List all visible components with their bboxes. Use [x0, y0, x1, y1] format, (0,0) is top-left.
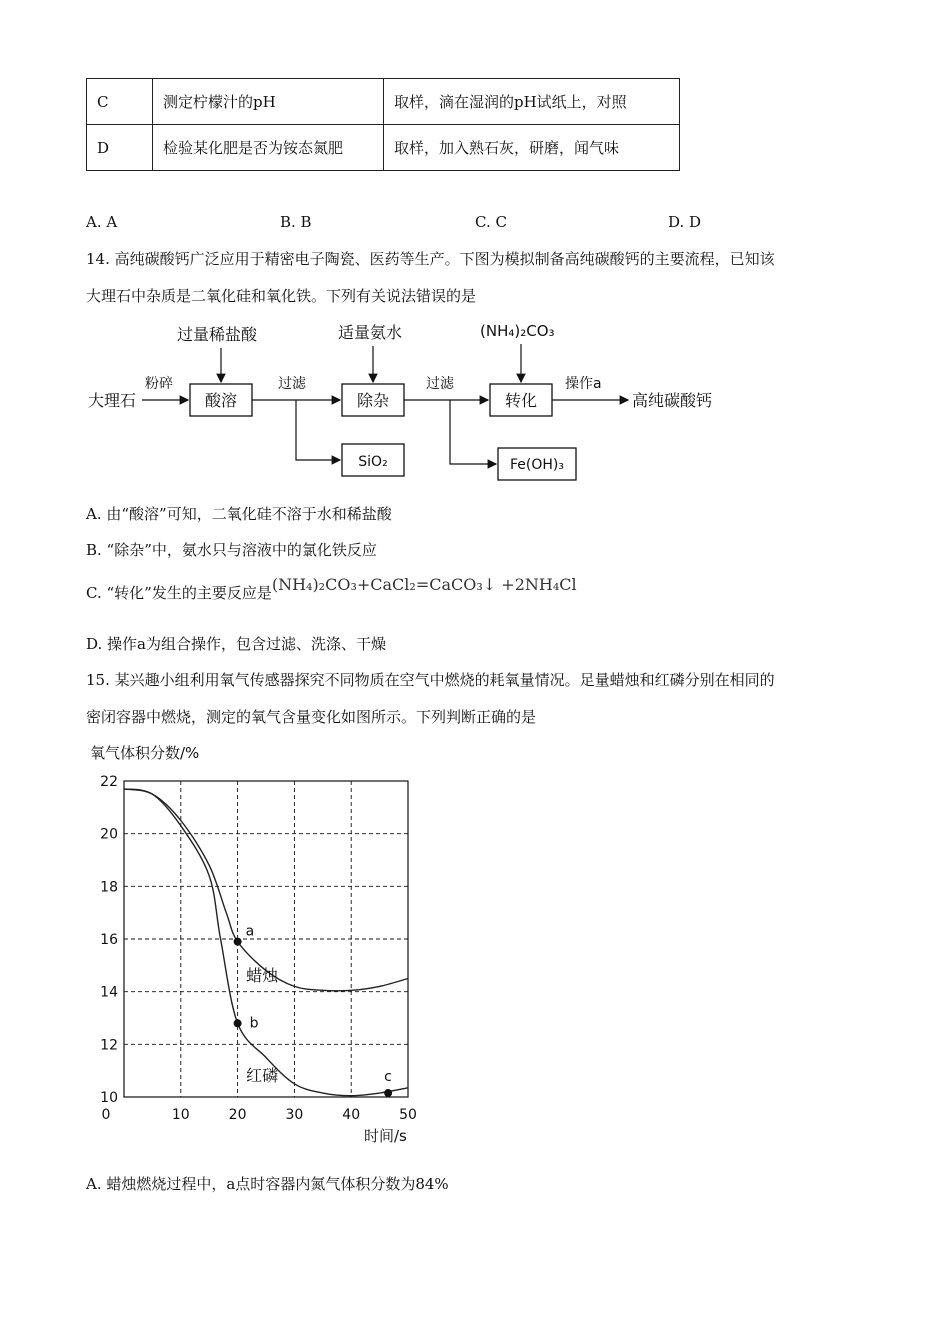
- q14-option-c[interactable]: [86, 575, 577, 603]
- flow-nh4co3-input: (NH₄)₂CO₃: [480, 322, 555, 340]
- flow-acid-input: 过量稀盐酸: [177, 325, 258, 344]
- x-tick-label: 20: [228, 1107, 247, 1123]
- chart-grid: [124, 781, 408, 1097]
- choice-b[interactable]: B. B: [280, 213, 312, 231]
- q15-stem-line2: 密闭容器中燃烧，测定的氧气含量变化如图所示。下列判断正确的是: [86, 708, 537, 726]
- flowchart: [80, 316, 780, 486]
- x-tick-label: 50: [399, 1107, 417, 1123]
- y-tick-label: 18: [100, 879, 118, 896]
- row-method: 取样，滴在湿润的pH试纸上，对照: [384, 79, 680, 125]
- choice-d[interactable]: D. D: [668, 213, 702, 231]
- point-label-a: a: [245, 923, 255, 940]
- q14-stem-line2: 大理石中杂质是二氧化硅和氧化铁。下列有关说法错误的是: [86, 287, 477, 305]
- oxygen-chart: [86, 738, 446, 1148]
- q14-option-d[interactable]: D. 操作a为组合操作，包含过滤、洗涤、干燥: [86, 635, 386, 653]
- series-line-candle: [124, 789, 408, 991]
- flow-ammonia-input: 适量氨水: [338, 323, 403, 342]
- chart-y-ticks: [100, 774, 118, 1106]
- box-remove-label: 除杂: [356, 391, 390, 410]
- x-tick-label: 30: [285, 1107, 304, 1123]
- series-label-candle: 蜡烛: [246, 966, 279, 986]
- y-tick-label: 10: [100, 1090, 118, 1106]
- choice-a[interactable]: A. A: [86, 213, 118, 231]
- series-label-phosphorus: 红磷: [246, 1066, 279, 1086]
- point-label-b: b: [249, 1015, 259, 1032]
- row-method: 取样，加入熟石灰，研磨，闻气味: [384, 125, 680, 171]
- point-b: [234, 1019, 242, 1027]
- q15-stem-line1: 15. 某兴趣小组利用氧气传感器探究不同物质在空气中燃烧的耗氧量情况。足量蜡烛和红磷分别在相同的: [86, 671, 775, 689]
- flow-grind: 粉碎: [145, 376, 173, 392]
- chart-series: [124, 789, 408, 1096]
- q14-option-c-equation: (NH₄)₂CO₃+CaCl₂=CaCO₃↓ +2NH₄Cl: [271, 575, 577, 594]
- chart-ylabel: 氧气体积分数/%: [90, 744, 200, 762]
- q14-option-a[interactable]: A. 由“酸溶”可知，二氧化硅不溶于水和稀盐酸: [86, 505, 392, 523]
- row-label: C: [87, 79, 153, 125]
- point-c: [384, 1089, 392, 1097]
- flow-op-a: 操作a: [565, 376, 602, 392]
- y-tick-label: 16: [100, 932, 118, 948]
- q14-option-b[interactable]: B. “除杂”中，氨水只与溶液中的氯化铁反应: [86, 541, 377, 559]
- flow-filter1: 过滤: [278, 376, 306, 392]
- y-tick-label: 20: [100, 826, 118, 843]
- x-tick-label: 40: [342, 1107, 361, 1123]
- row-item: 检验某化肥是否为铵态氮肥: [153, 125, 384, 171]
- box-acid-label: 酸溶: [204, 391, 238, 410]
- x-tick-label: 0: [101, 1107, 111, 1123]
- y-tick-label: 22: [100, 774, 118, 790]
- box-sio2-label: SiO₂: [358, 454, 388, 470]
- y-tick-label: 14: [100, 984, 118, 1001]
- row-item: 测定柠檬汁的pH: [153, 79, 384, 125]
- chart-xlabel: 时间/s: [364, 1127, 407, 1145]
- chart-x-ticks: [102, 1107, 417, 1123]
- box-feoh3-label: Fe(OH)₃: [510, 457, 564, 473]
- q14-stem-line1: 14. 高纯碳酸钙广泛应用于精密电子陶瓷、医药等生产。下图为模拟制备高纯碳酸钙的主要流程，已知该: [86, 250, 775, 268]
- table-row: [87, 79, 680, 125]
- box-convert-label: 转化: [504, 391, 538, 410]
- x-tick-label: 10: [171, 1107, 190, 1123]
- point-label-c: c: [384, 1069, 392, 1086]
- series-line-phosphorus: [124, 789, 408, 1096]
- q15-option-a[interactable]: A. 蜡烛燃烧过程中，a点时容器内氮气体积分数为84%: [86, 1175, 449, 1193]
- q14-option-c-text: C. “转化”发生的主要反应是: [86, 584, 272, 602]
- choice-c[interactable]: C. C: [475, 213, 507, 231]
- flow-filter2: 过滤: [426, 376, 454, 392]
- option-table: [86, 78, 680, 171]
- point-a: [234, 938, 242, 946]
- flow-product: 高纯碳酸钙: [632, 391, 713, 410]
- y-tick-label: 12: [100, 1037, 118, 1054]
- row-label: D: [87, 125, 153, 171]
- table-row: [87, 125, 680, 171]
- flow-marble: 大理石: [88, 391, 137, 410]
